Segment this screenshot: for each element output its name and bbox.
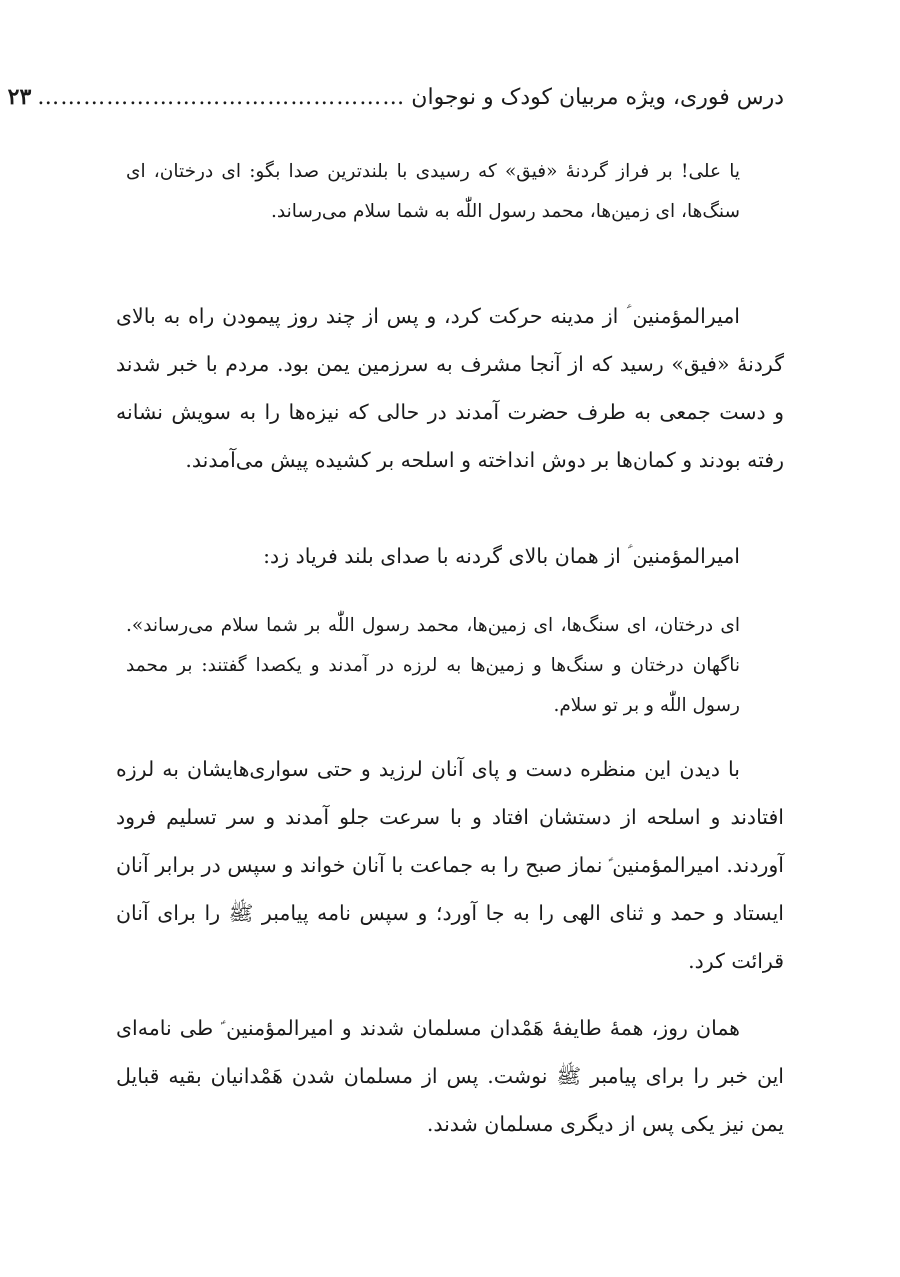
paragraph-2: امیرالمؤمنین ؑ از همان بالای گردنه با صدای بلند فریاد زد:	[263, 544, 740, 568]
paragraph-1: امیرالمؤمنین ؑ از مدینه حرکت کرد، و پس از چند روز پیمودن راه به بالای گردنهٔ «فیق» رسید که از آنجا مشرف به سرزمین یمن بود. مردم با خبر شدند و دست جمعی به طرف حضرت آمدند در حالی که نیزه‌ها را به سویش نشانه رفته بودند و کمان‌ها بر دوش انداخته و اسلحه بر کشیده پیش می‌آمدند.	[116, 304, 784, 472]
paragraph-3: با دیدن این منظره دست و پای آنان لرزید و حتی سواری‌هایشان به لرزه افتادند و اسلحه از دستشان افتاد و با سرعت جلو آمدند و سر تسلیم فرود آوردند. امیرالمؤمنین ؑ نماز صبح را به جماعت با آنان خواند و سپس در برابر آنان ایستاد و حمد و ثنای الهی را به جا آورد؛ و سپس نامه پیامبر ﷺ را برای آنان قرائت کرد.	[116, 757, 784, 973]
header-title: درس فوری، ویژه مربیان کودک و نوجوان	[411, 85, 784, 110]
header-dot-leader: …………………………………………	[37, 85, 406, 110]
quote-block-2: ای درختان، ای سنگ‌ها، ای زمین‌ها، محمد رسول اللّٰه بر شما سلام می‌رساند». ناگهان درختان و سنگ‌ها و زمین‌ها به لرزه در آمدند و یکصدا گفتند: بر محمد رسول اللّٰه و بر تو سلام.	[126, 615, 740, 716]
paragraph-4: همان روز، همهٔ طایفهٔ هَمْدان مسلمان شدند و امیرالمؤمنین ؑ طی نامه‌ای این خبر را برای پیامبر ﷺ نوشت. پس از مسلمان شدن هَمْدانیان بقیه قبایل یمن نیز یکی پس از دیگری مسلمان شدند.	[116, 1016, 784, 1136]
running-header	[7, 84, 784, 124]
quote-block-1: یا علی! بر فراز گردنهٔ «فیق» که رسیدی با بلندترین صدا بگو: ای درختان، ای سنگ‌ها، ای زمین‌ها، محمد رسول اللّٰه به شما سلام می‌رساند.	[126, 161, 740, 222]
page-number: ۲۳	[7, 84, 32, 110]
